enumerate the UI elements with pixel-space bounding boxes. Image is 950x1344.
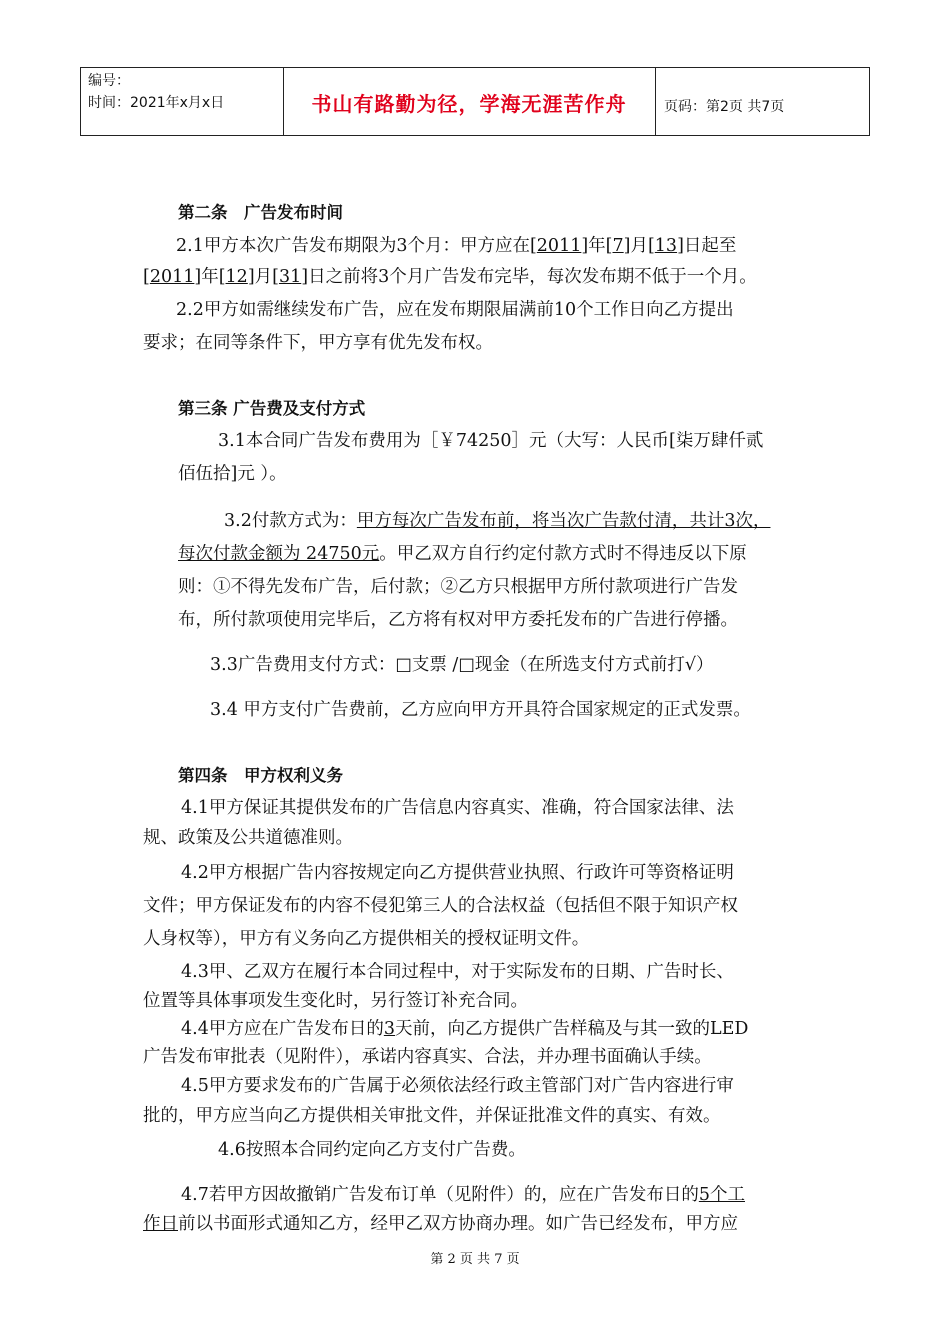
paragraph-4-5-line-2: 批的，甲方应当向乙方提供相关审批文件，并保证批准文件的真实、有效。 [143, 1106, 721, 1126]
end-year: 2011 [149, 267, 195, 287]
header-divider [869, 67, 870, 136]
paragraph-4-1-line-2: 规、政策及公共道德准则。 [143, 828, 353, 848]
header-motto: 书山有路勤为径，学海无涯苦作舟 [311, 92, 627, 116]
header-page-info: 页码：第2页 共7页 [664, 99, 785, 115]
paragraph-4-2-line-3: 人身权等），甲方有义务向乙方提供相关的授权证明文件。 [143, 929, 590, 949]
paragraph-2-1-line-2 [143, 265, 757, 289]
paragraph-3-2-line-4: 布，所付款项使用完毕后，乙方将有权对甲方委托发布的广告进行停播。 [178, 610, 738, 630]
paragraph-2-2-line-2: 要求；在同等条件下，甲方享有优先发布权。 [143, 333, 493, 353]
text: 前以书面形式通知乙方，经甲乙双方协商办理。如广告已经发布，甲方应 [178, 1214, 738, 1234]
start-year: 2011 [536, 236, 582, 256]
paragraph-3-4: 3.4 甲方支付广告费前，乙方应向甲方开具符合国家规定的正式发票。 [210, 700, 751, 720]
text: [ [143, 267, 150, 287]
paragraph-3-3: 3.3广告费用支付方式：□支票 /□现金（在所选支付方式前打√） [210, 655, 714, 675]
paragraph-4-4-line-1 [181, 1017, 748, 1041]
text: ]日起至 [677, 236, 737, 256]
start-month: 7 [612, 236, 624, 256]
text: 天前，向乙方提供广告样稿及与其一致的LED [394, 1019, 749, 1039]
paragraph-4-1-line-1: 4.1甲方保证其提供发布的广告信息内容真实、准确，符合国家法律、法 [181, 798, 734, 818]
text: 2.1甲方本次广告发布期限为3个月：甲方应在[ [176, 236, 537, 256]
header-time-label: 时间：2021年x月x日 [88, 95, 225, 111]
payment-amount-text: 每次付款金额为 24750元 [178, 544, 380, 564]
paragraph-3-2-line-3: 则：①不得先发布广告，后付款；②乙方只根据甲方所付款项进行广告发 [178, 577, 738, 597]
text: ]日之前将3个月广告发布完毕，每次发布期不低于一个月。 [301, 267, 757, 287]
end-day: 31 [278, 267, 302, 287]
paragraph-4-7-line-1 [181, 1183, 745, 1207]
payment-method-text: 甲方每次广告发布前，将当次广告款付清，共计3次， [356, 511, 771, 531]
page-footer: 第 2 页 共 7 页 [430, 1252, 520, 1267]
notice-period-text: 作日 [143, 1214, 178, 1234]
paragraph-2-1-line-1 [176, 234, 736, 258]
end-month: 12 [225, 267, 248, 287]
days-before-value: 3 [383, 1019, 395, 1039]
header-divider [80, 67, 81, 136]
paragraph-4-2-line-1: 4.2甲方根据广告内容按规定向乙方提供营业执照、行政许可等资格证明 [181, 863, 734, 883]
paragraph-3-2-line-1 [224, 509, 770, 533]
paragraph-4-6: 4.6按照本合同约定向乙方支付广告费。 [218, 1140, 526, 1160]
text: 4.4甲方应在广告发布日的 [181, 1019, 384, 1039]
paragraph-4-4-line-2: 广告发布审批表（见附件），承诺内容真实、合法，并办理书面确认手续。 [143, 1047, 712, 1067]
paragraph-4-3-line-1: 4.3甲、乙双方在履行本合同过程中，对于实际发布的日期、广告时长、 [181, 962, 734, 982]
text: ]年[ [581, 236, 613, 256]
paragraph-4-3-line-2: 位置等具体事项发生变化时，另行签订补充合同。 [143, 991, 528, 1011]
header-top-rule [80, 67, 870, 68]
article-3-title: 第三条 广告费及支付方式 [178, 399, 366, 418]
start-day: 13 [654, 236, 678, 256]
article-2-title: 第二条 广告发布时间 [178, 203, 343, 222]
text: ]月[ [247, 267, 279, 287]
article-4-title: 第四条 甲方权利义务 [178, 766, 343, 785]
text: ]年[ [194, 267, 226, 287]
paragraph-4-2-line-2: 文件；甲方保证发布的内容不侵犯第三人的合法权益（包括但不限于知识产权 [143, 896, 738, 916]
header-number-label: 编号： [88, 73, 130, 89]
paragraph-2-2-line-1: 2.2甲方如需继续发布广告，应在发布期限届满前10个工作日向乙方提出 [176, 300, 734, 320]
header-divider [655, 67, 656, 136]
text: ]月[ [623, 236, 655, 256]
paragraph-3-1-line-2: 佰伍拾]元 ）。 [178, 464, 287, 484]
header-bottom-rule [80, 135, 870, 136]
paragraph-4-5-line-1: 4.5甲方要求发布的广告属于必须依法经行政主管部门对广告内容进行审 [181, 1076, 734, 1096]
paragraph-3-1-line-1: 3.1本合同广告发布费用为［￥74250］元（大写：人民币[柒万肆仟贰 [218, 431, 764, 451]
text: 4.7若甲方因故撤销广告发布订单（见附件）的，应在广告发布日的 [181, 1185, 699, 1205]
paragraph-4-7-line-2 [143, 1212, 738, 1236]
text: 3.2付款方式为： [224, 511, 357, 531]
paragraph-3-2-line-2 [178, 542, 747, 566]
notice-period-text: 5个工 [698, 1185, 745, 1205]
text: 。甲乙双方自行约定付款方式时不得违反以下原 [379, 544, 747, 564]
